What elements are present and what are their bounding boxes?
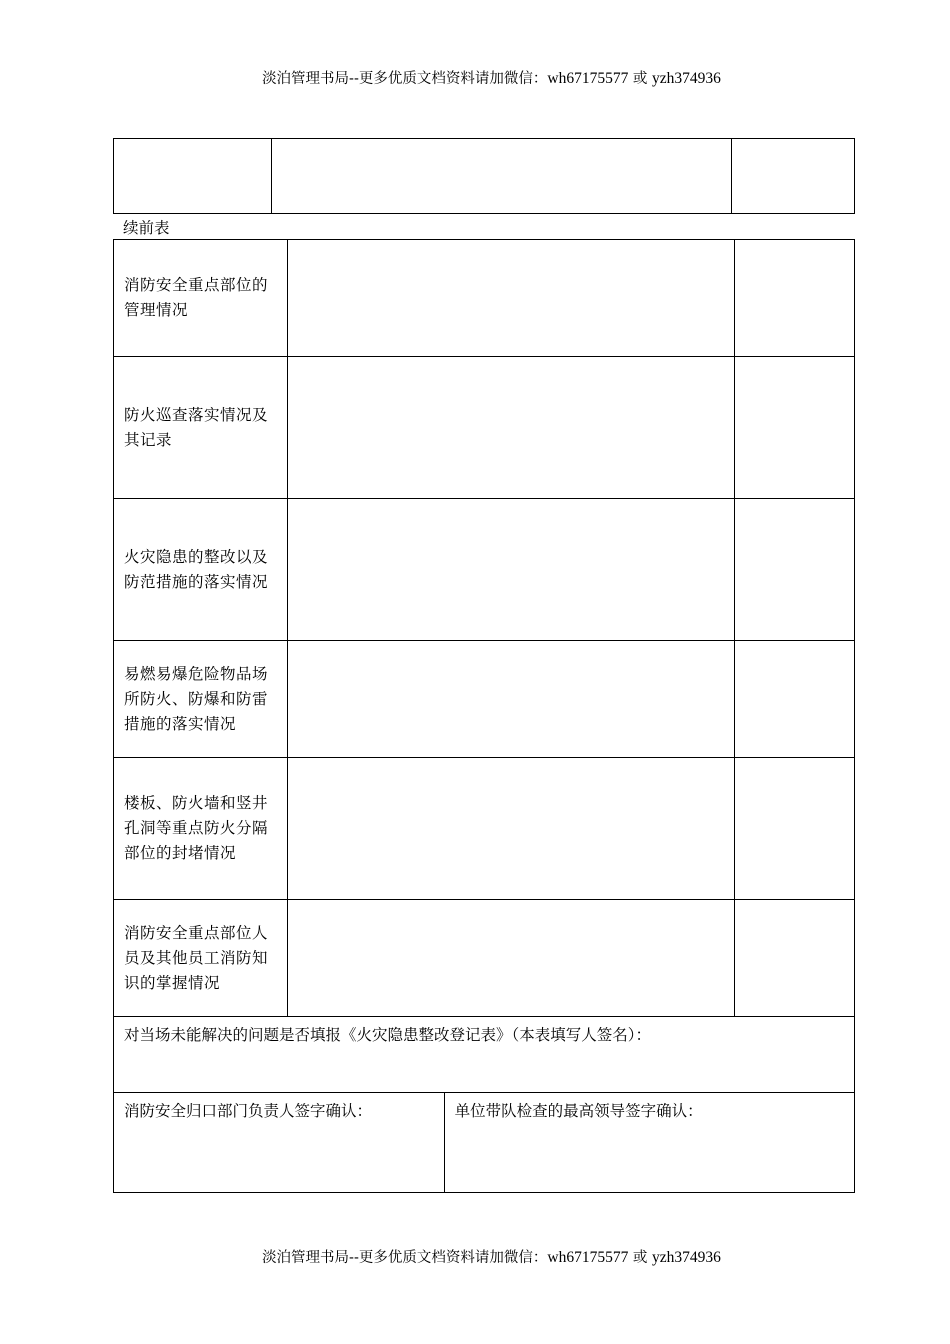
- wechat-id-1: wh67175577: [547, 70, 629, 87]
- remark-cell[interactable]: [735, 240, 855, 357]
- wechat-id-1: wh67175577: [547, 1249, 629, 1266]
- page-footer: [0, 1246, 950, 1267]
- content-cell[interactable]: [288, 499, 735, 641]
- content-cell[interactable]: [288, 900, 735, 1017]
- department-signature-field[interactable]: 消防安全归口部门负责人签字确认：: [114, 1093, 445, 1193]
- followup-question[interactable]: 对当场未能解决的问题是否填报《火灾隐患整改登记表》（本表填写人签名）：: [114, 1017, 855, 1093]
- table-row: [114, 900, 855, 1017]
- header-text: 淡泊管理书局--更多优质文档资料请加微信：: [262, 71, 548, 87]
- leader-signature-field[interactable]: 单位带队检查的最高领导签字确认：: [444, 1093, 854, 1193]
- table-row: [114, 240, 855, 357]
- signature-table: [113, 1016, 855, 1193]
- continuation-label: 续前表: [123, 219, 170, 237]
- page-header: [0, 67, 950, 88]
- row-label: 火灾隐患的整改以及防范措施的落实情况: [114, 499, 288, 641]
- table-row: [114, 499, 855, 641]
- remark-cell[interactable]: [735, 641, 855, 758]
- empty-cell-left: [114, 139, 272, 214]
- empty-cell-right: [732, 139, 855, 214]
- row-label: 防火巡查落实情况及其记录: [114, 357, 288, 499]
- row-label: 消防安全重点部位人员及其他员工消防知识的掌握情况: [114, 900, 288, 1017]
- footer-or: 或: [628, 1250, 653, 1266]
- remark-cell[interactable]: [735, 758, 855, 900]
- remark-cell[interactable]: [735, 357, 855, 499]
- row-label: 易燃易爆危险物品场所防火、防爆和防雷措施的落实情况: [114, 641, 288, 758]
- wechat-id-2: yzh374936: [652, 1249, 721, 1266]
- table-row: [114, 357, 855, 499]
- content-cell[interactable]: [288, 240, 735, 357]
- empty-cell-middle: [272, 139, 732, 214]
- footer-text: 淡泊管理书局--更多优质文档资料请加微信：: [262, 1250, 548, 1266]
- remark-cell[interactable]: [735, 499, 855, 641]
- row-label: 消防安全重点部位的管理情况: [114, 240, 288, 357]
- content-cell[interactable]: [288, 641, 735, 758]
- top-table-fragment: [113, 138, 855, 214]
- remark-cell[interactable]: [735, 900, 855, 1017]
- wechat-id-2: yzh374936: [652, 70, 721, 87]
- content-cell[interactable]: [288, 357, 735, 499]
- header-or: 或: [628, 71, 653, 87]
- inspection-table: [113, 239, 855, 1017]
- table-row: [114, 758, 855, 900]
- table-row: [114, 641, 855, 758]
- content-cell[interactable]: [288, 758, 735, 900]
- row-label: 楼板、防火墙和竖井孔洞等重点防火分隔部位的封堵情况: [114, 758, 288, 900]
